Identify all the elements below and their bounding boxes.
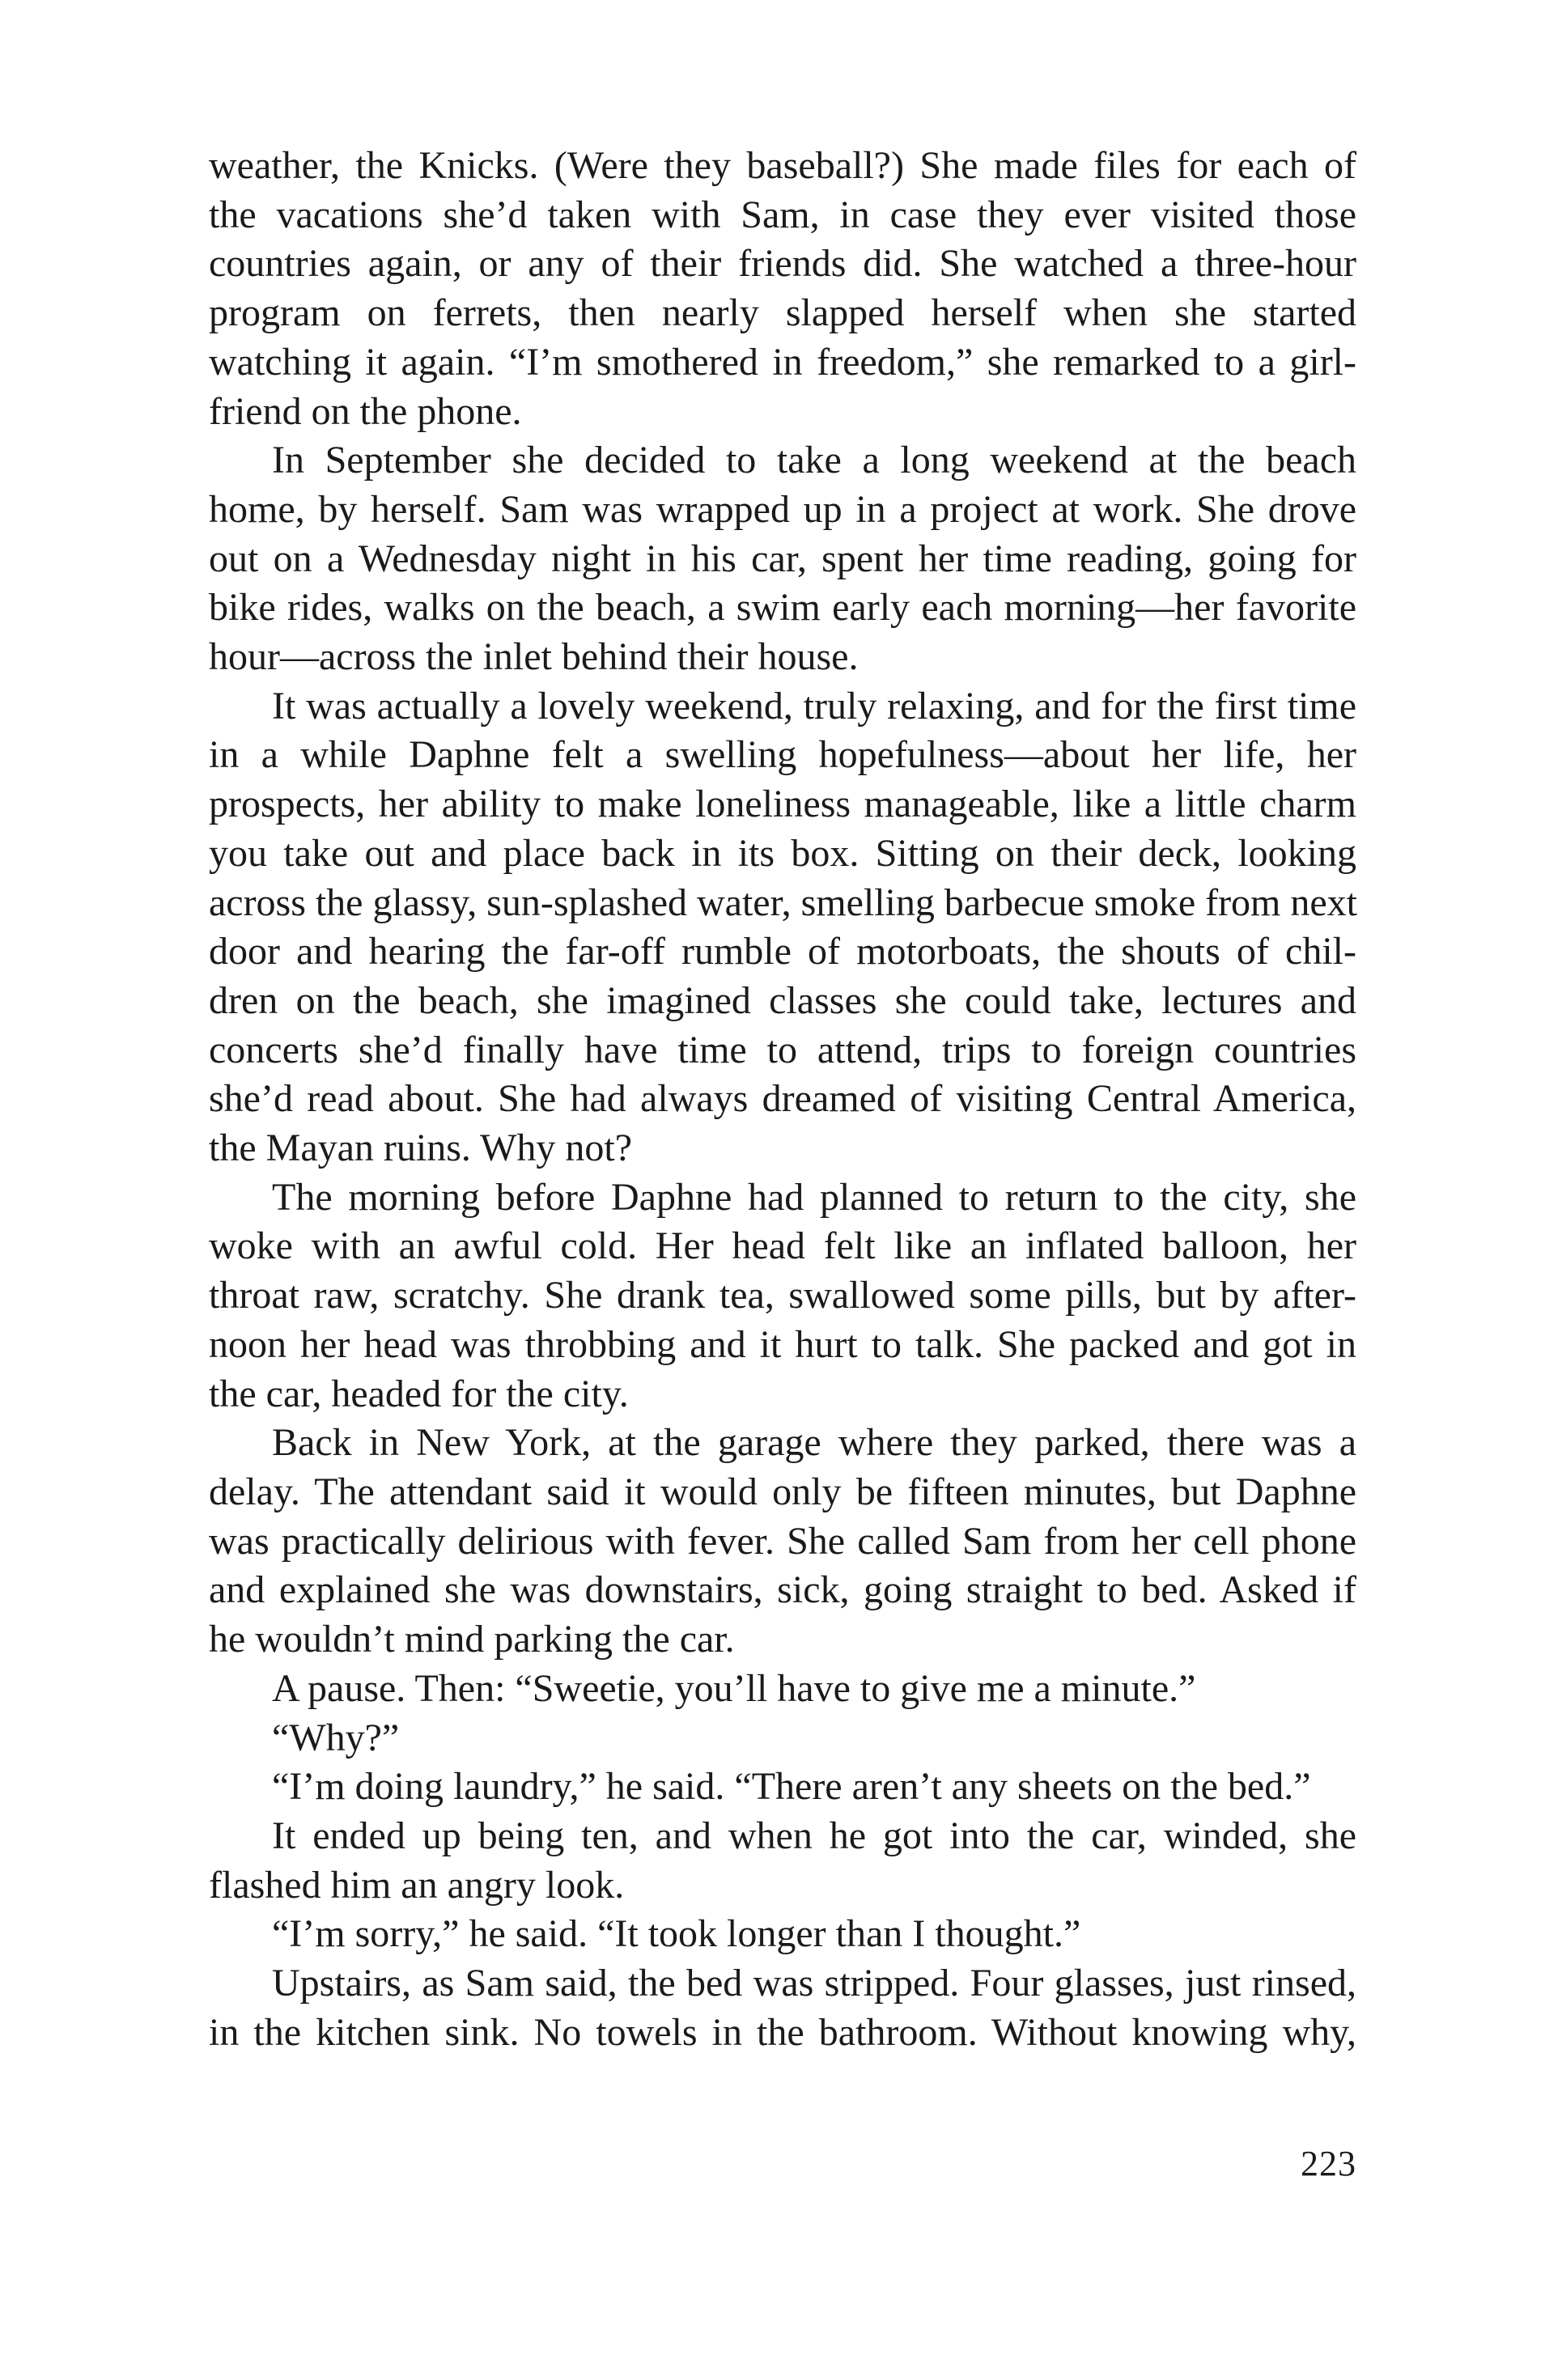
text-line: delay. The attendant said it would only be fifteen minutes, but Daphne bbox=[209, 1470, 1356, 1513]
text-line: The morning before Daphne had planned to return to the city, she bbox=[272, 1175, 1356, 1219]
text-line: In September she decided to take a long weekend at the beach bbox=[272, 439, 1356, 482]
text-line: she’d read about. She had always dreamed of visiting Central America, bbox=[209, 1077, 1356, 1121]
text-line: Back in New York, at the garage where they parked, there was a bbox=[272, 1421, 1356, 1465]
text-line: the Mayan ruins. Why not? bbox=[209, 1126, 633, 1170]
body-text bbox=[209, 142, 1356, 2057]
text-line: “I’m sorry,” he said. “It took longer than I thought.” bbox=[272, 1912, 1081, 1956]
text-line: woke with an awful cold. Her head felt like an inflated balloon, her bbox=[209, 1224, 1356, 1268]
text-line: friend on the phone. bbox=[209, 389, 522, 433]
text-line: bike rides, walks on the beach, a swim early each morning—her favorite bbox=[209, 586, 1356, 630]
text-line: in the kitchen sink. No towels in the bathroom. Without knowing why, bbox=[209, 2010, 1356, 2054]
paragraph bbox=[209, 436, 1356, 682]
text-line: throat raw, scratchy. She drank tea, swallowed some pills, but by after- bbox=[209, 1274, 1356, 1317]
text-line: hour—across the inlet behind their house. bbox=[209, 635, 859, 679]
paragraph bbox=[209, 1812, 1356, 1910]
text-line: noon her head was throbbing and it hurt to talk. She packed and got in bbox=[209, 1322, 1356, 1366]
text-line: It ended up being ten, and when he got into the car, winded, she bbox=[272, 1814, 1356, 1857]
text-line: weather, the Knicks. (Were they baseball?) She made files for each of bbox=[209, 144, 1356, 187]
text-line: prospects, her ability to make loneliness manageable, like a little charm bbox=[209, 783, 1356, 826]
text-line: Upstairs, as Sam said, the bed was stripped. Four glasses, just rinsed, bbox=[272, 1962, 1356, 2005]
text-line: you take out and place back in its box. Sitting on their deck, looking bbox=[209, 831, 1356, 875]
text-line: dren on the beach, she imagined classes she could take, lectures and bbox=[209, 978, 1356, 1022]
text-line: It was actually a lovely weekend, truly relaxing, and for the first time bbox=[272, 684, 1356, 728]
paragraph bbox=[209, 1665, 1356, 1714]
text-line: the car, headed for the city. bbox=[209, 1372, 629, 1415]
paragraph bbox=[209, 142, 1356, 436]
paragraph bbox=[209, 1910, 1356, 1959]
text-line: and explained she was downstairs, sick, going straight to bed. Asked if bbox=[209, 1568, 1356, 1612]
text-line: the vacations she’d taken with Sam, in case they ever visited those bbox=[209, 193, 1356, 236]
text-line: was practically delirious with fever. She called Sam from her cell phone bbox=[209, 1519, 1356, 1563]
text-line: watching it again. “I’m smothered in freedom,” she remarked to a girl- bbox=[209, 340, 1356, 384]
text-line: across the glassy, sun-splashed water, smelling barbecue smoke from next bbox=[209, 880, 1357, 924]
page-number: 223 bbox=[1301, 2144, 1356, 2183]
paragraph bbox=[209, 1173, 1356, 1419]
text-line: countries again, or any of their friends did. She watched a three-hour bbox=[209, 242, 1356, 286]
text-line: he wouldn’t mind parking the car. bbox=[209, 1618, 735, 1661]
text-line: flashed him an angry look. bbox=[209, 1863, 625, 1907]
text-line: A pause. Then: “Sweetie, you’ll have to give me a minute.” bbox=[272, 1666, 1196, 1710]
text-line: in a while Daphne felt a swelling hopefulness—about her life, her bbox=[209, 733, 1356, 777]
text-line: home, by herself. Sam was wrapped up in a project at work. She drove bbox=[209, 487, 1356, 531]
text-line: door and hearing the far-off rumble of motorboats, the shouts of chil- bbox=[209, 930, 1356, 974]
paragraph bbox=[209, 1959, 1356, 2057]
paragraph bbox=[209, 1763, 1356, 1812]
paragraph bbox=[209, 682, 1356, 1173]
text-line: “Why?” bbox=[272, 1716, 400, 1759]
paragraph bbox=[209, 1419, 1356, 1665]
text-line: program on ferrets, then nearly slapped herself when she started bbox=[209, 291, 1356, 335]
text-line: concerts she’d finally have time to attend, trips to foreign countries bbox=[209, 1028, 1356, 1071]
text-line: “I’m doing laundry,” he said. “There aren’t any sheets on the bed.” bbox=[272, 1765, 1311, 1809]
text-line: out on a Wednesday night in his car, spent her time reading, going for bbox=[209, 537, 1356, 580]
paragraph bbox=[209, 1714, 1356, 1763]
